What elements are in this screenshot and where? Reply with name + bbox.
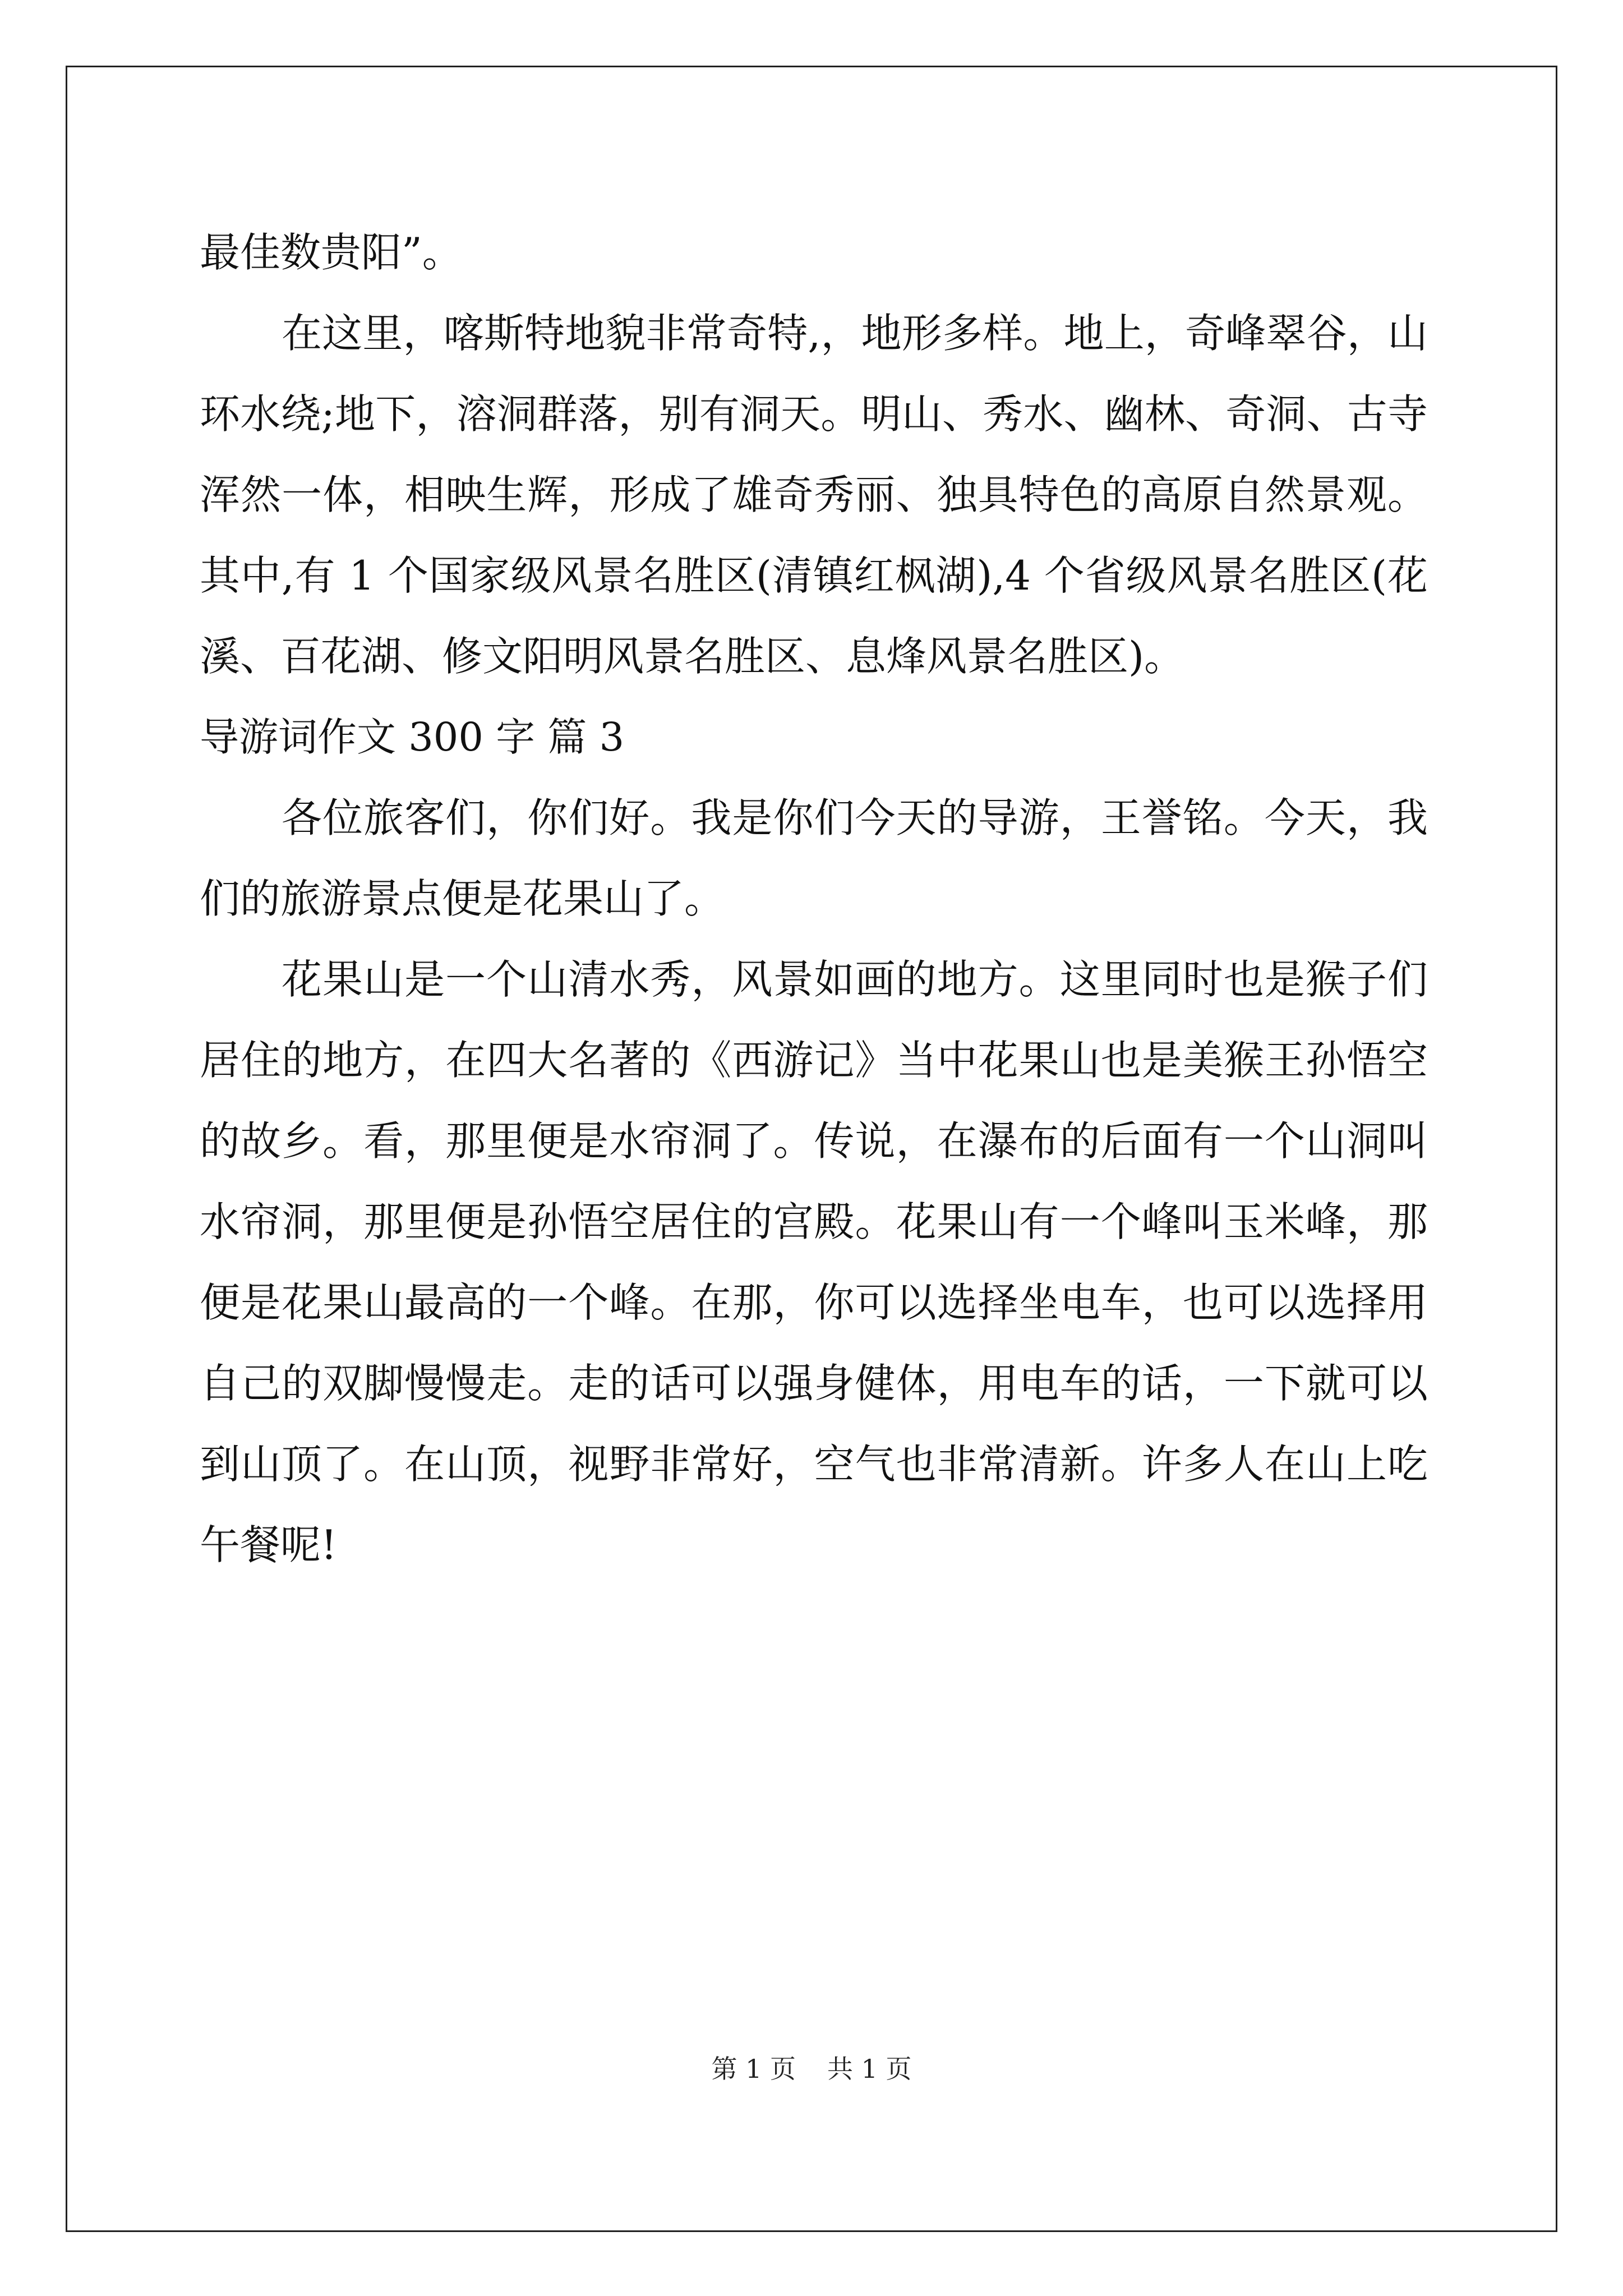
document-body (200, 212, 1428, 1585)
page-number: 第 1 页 (711, 2054, 796, 2084)
text-line: 花果山是一个山清水秀，风景如画的地方。这里同时也是猴子们 (282, 956, 1428, 1003)
text-line: 其中,有 1 个国家级风景名胜区(清镇红枫湖),4 个省级风景名胜区(花 (200, 552, 1428, 599)
text-line: 最佳数贵阳”。 (200, 229, 463, 276)
text-line: 溪、百花湖、修文阳明风景名胜区、息烽风景名胜区)。 (200, 633, 1185, 680)
text-line: 各位旅客们，你们好。我是你们今天的导游，王誉铭。今天，我 (282, 794, 1428, 841)
text-line: 浑然一体，相映生辉，形成了雄奇秀丽、独具特色的高原自然景观。 (200, 471, 1428, 518)
text-line: 环水绕;地下，溶洞群落，别有洞天。明山、秀水、幽林、奇洞、古寺 (200, 390, 1428, 438)
text-line: 到山顶了。在山顶，视野非常好，空气也非常清新。许多人在山上吃 (200, 1441, 1428, 1488)
text-line: 午餐呢! (200, 1521, 337, 1568)
text-line: 们的旅游景点便是花果山了。 (200, 875, 725, 922)
page-footer (0, 2052, 1623, 2086)
text-line: 的故乡。看，那里便是水帘洞了。传说，在瀑布的后面有一个山洞叫 (200, 1117, 1428, 1165)
text-line: 居住的地方，在四大名著的《西游记》当中花果山也是美猴王孙悟空 (200, 1037, 1428, 1084)
page-total: 共 1 页 (827, 2054, 912, 2084)
text-line: 水帘洞，那里便是孙悟空居住的宫殿。花果山有一个峰叫玉米峰，那 (200, 1198, 1428, 1245)
text-line: 便是花果山最高的一个峰。在那，你可以选择坐电车，也可以选择用 (200, 1279, 1428, 1326)
text-line: 在这里，喀斯特地貌非常奇特,，地形多样。地上，奇峰翠谷，山 (282, 310, 1428, 357)
section-heading: 导游词作文 300 字 篇 3 (200, 714, 625, 760)
text-line: 自己的双脚慢慢走。走的话可以强身健体，用电车的话，一下就可以 (200, 1360, 1428, 1407)
